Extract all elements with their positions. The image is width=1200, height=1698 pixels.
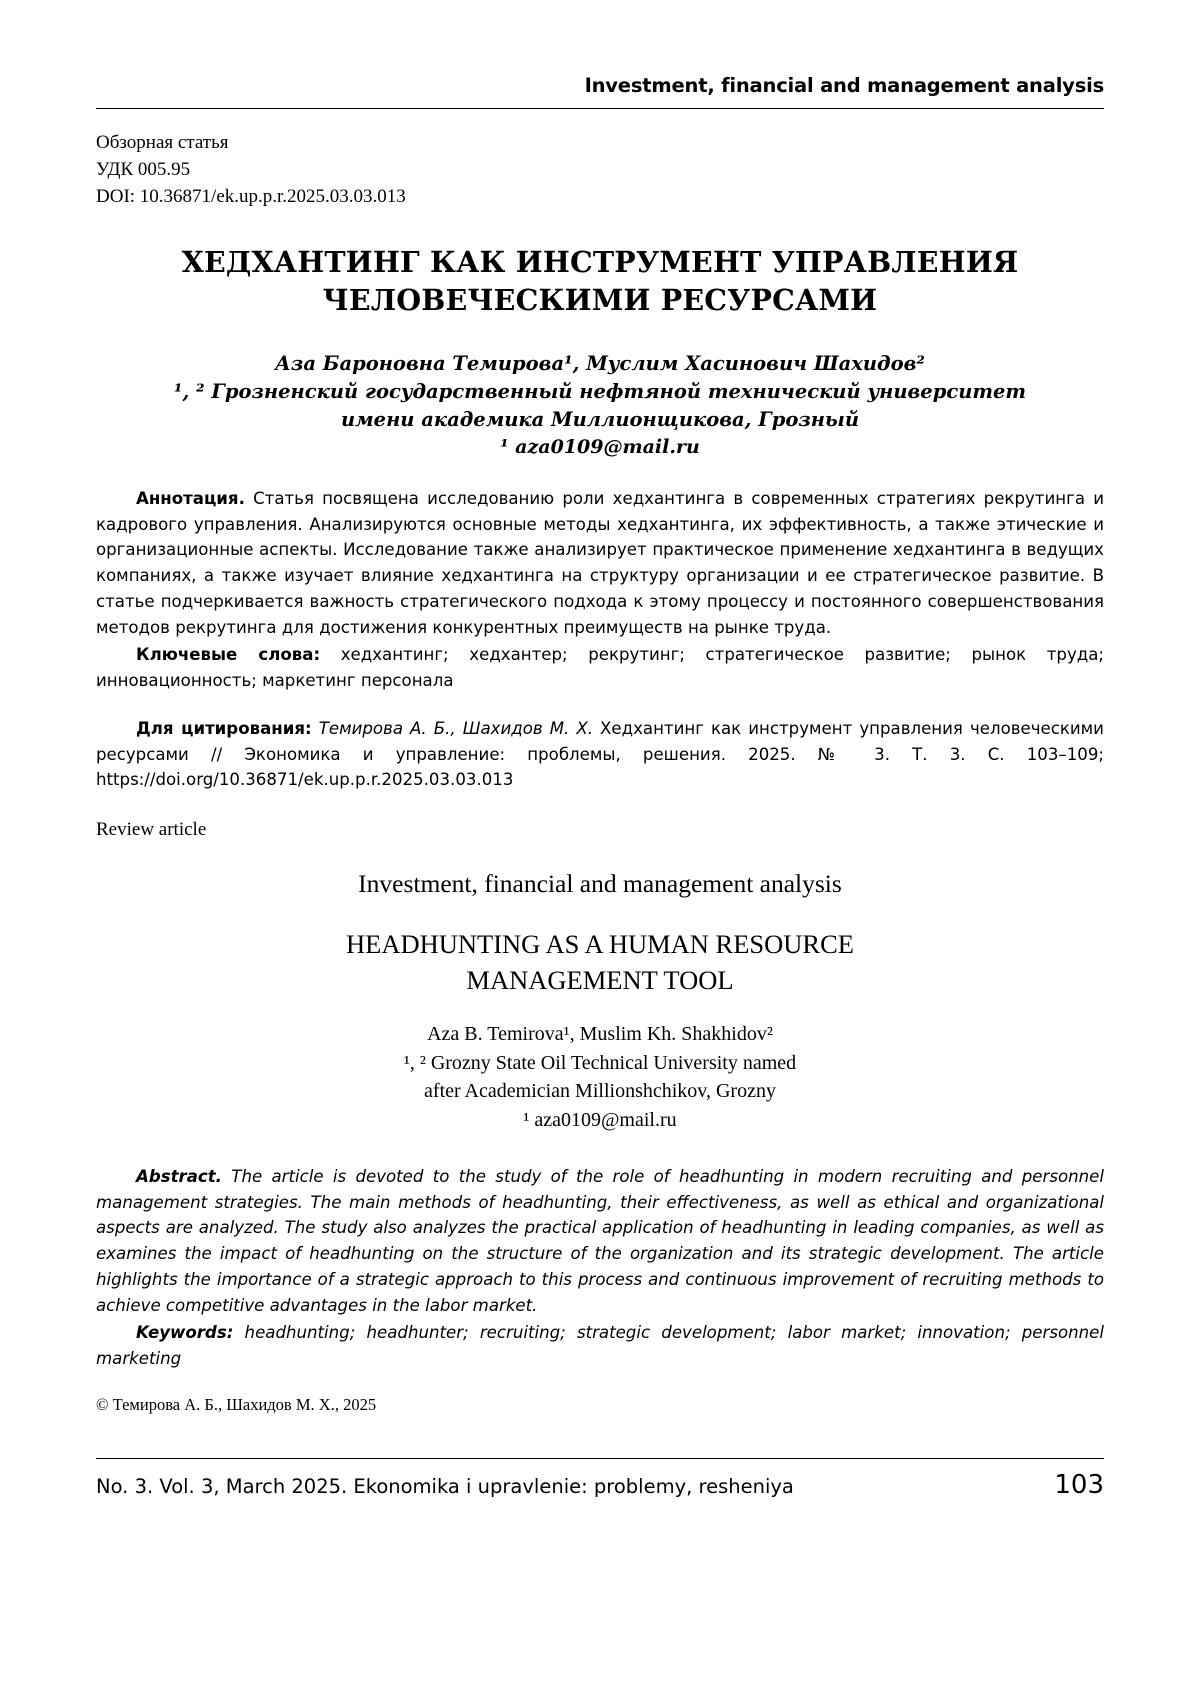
russian-title-line-2: ЧЕЛОВЕЧЕСКИМИ РЕСУРСАМИ xyxy=(322,283,878,318)
footer-divider xyxy=(96,1458,1104,1459)
russian-title-line-1: ХЕДХАНТИНГ КАК ИНСТРУМЕНТ УПРАВЛЕНИЯ xyxy=(181,245,1019,280)
russian-author-block xyxy=(96,350,1104,462)
english-abstract-text: The article is devoted to the study of the role of headhunting in modern recruiting and personnel management strategies. The main methods of headhunting, their effectiveness, as well as ethical and organizational aspects are analyzed. The study also analyzes the practical application of headhunting in leading companies, as well as examines the impact of headhunting on the structure of the organization and its strategic development. The article highlights the importance of a strategic approach to this process and continuous improvement of recruiting methods to achieve competitive advantages in the labor market. xyxy=(96,1167,1104,1315)
english-keywords-paragraph xyxy=(96,1320,1104,1371)
english-title-line-2: MANAGEMENT TOOL xyxy=(466,964,734,995)
english-keywords-text: headhunting; headhunter; recruiting; strategic development; labor market; innovation; personnel marketing xyxy=(96,1323,1104,1369)
english-affiliation-line-2: after Academician Millionshchikov, Grozny xyxy=(424,1080,776,1103)
running-head: Investment, financial and management analysis xyxy=(584,74,1104,97)
english-section-title: Investment, financial and management analysis xyxy=(358,868,842,898)
review-article-label: Review article xyxy=(96,818,207,840)
russian-author-email: ¹ aza0109@mail.ru xyxy=(500,436,700,459)
russian-citation-paragraph xyxy=(96,716,1104,793)
russian-title xyxy=(96,244,1104,319)
russian-affiliation-line-1: ¹, ² Грозненский государственный нефтяной технический университет xyxy=(173,379,1027,403)
russian-affiliation-line-2: имени академика Миллионщикова, Грозный xyxy=(340,408,860,432)
english-title xyxy=(96,927,1104,999)
page-number: 103 xyxy=(1054,1470,1104,1500)
english-abstract-label: Abstract. xyxy=(136,1167,222,1187)
english-abstract-block xyxy=(96,1164,1104,1372)
english-abstract-paragraph xyxy=(96,1164,1104,1318)
citation-text: Хедхантинг как инструмент управления человеческими ресурсами // Экономика и управление: проблемы, решения. 2025. № 3. Т. 3. С. 103–109; https://doi.org/10.36871/ek.up.p.r.2025.03.03.013 xyxy=(96,718,1104,790)
article-meta xyxy=(96,129,1104,210)
english-title-line-1: HEADHUNTING AS A HUMAN RESOURCE xyxy=(346,928,854,959)
page-footer xyxy=(96,1470,1104,1500)
russian-citation-block xyxy=(96,716,1104,793)
udk-code: УДК 005.95 xyxy=(96,159,191,181)
russian-authors: Аза Бароновна Темирова¹, Муслим Хасинович Шахидов² xyxy=(275,351,925,375)
header-divider xyxy=(96,108,1104,109)
russian-keywords-label: Ключевые слова: xyxy=(136,645,321,665)
english-author-email: ¹ aza0109@mail.ru xyxy=(523,1108,677,1131)
copyright-line: © Темирова А. Б., Шахидов М. Х., 2025 xyxy=(96,1395,377,1414)
footer-journal-line: No. 3. Vol. 3, March 2025. Ekonomika i upravlenie: problemy, resheniya xyxy=(96,1475,794,1498)
english-author-block xyxy=(96,1020,1104,1134)
doi-line: DOI: 10.36871/ek.up.p.r.2025.03.03.013 xyxy=(96,186,406,208)
russian-abstract-label: Аннотация. xyxy=(136,489,245,509)
russian-abstract-paragraph xyxy=(96,486,1104,640)
citation-label: Для цитирования: xyxy=(136,718,312,738)
russian-abstract-block xyxy=(96,486,1104,694)
english-authors: Aza B. Temirova¹, Muslim Kh. Shakhidov² xyxy=(427,1023,773,1046)
english-keywords-label: Keywords: xyxy=(136,1323,234,1343)
citation-authors: Темирова А. Б., Шахидов М. Х. xyxy=(311,718,593,738)
russian-abstract-text: Статья посвящена исследованию роли хедхантинга в современных стратегиях рекрутинга и кадрового управления. Анализируются основные методы хедхантинга, их эффективность, а также этические и организационные аспекты. Исследование также анализирует практическое применение хедхантинга в ведущих компаниях, а также изучает влияние хедхантинга на структуру организации и ее стратегическое развитие. В статье подчеркивается важность стратегического подхода к этому процессу и постоянного совершенствования методов рекрутинга для достижения конкурентных преимуществ на рынке труда. xyxy=(96,489,1104,637)
english-affiliation-line-1: ¹, ² Grozny State Oil Technical University named xyxy=(403,1051,797,1074)
article-type: Обзорная статья xyxy=(96,132,229,153)
russian-keywords-text: хедхантинг; хедхантер; рекрутинг; стратегическое развитие; рынок труда; инновационность; маркетинг персонала xyxy=(96,645,1104,691)
russian-keywords-paragraph xyxy=(96,642,1104,693)
